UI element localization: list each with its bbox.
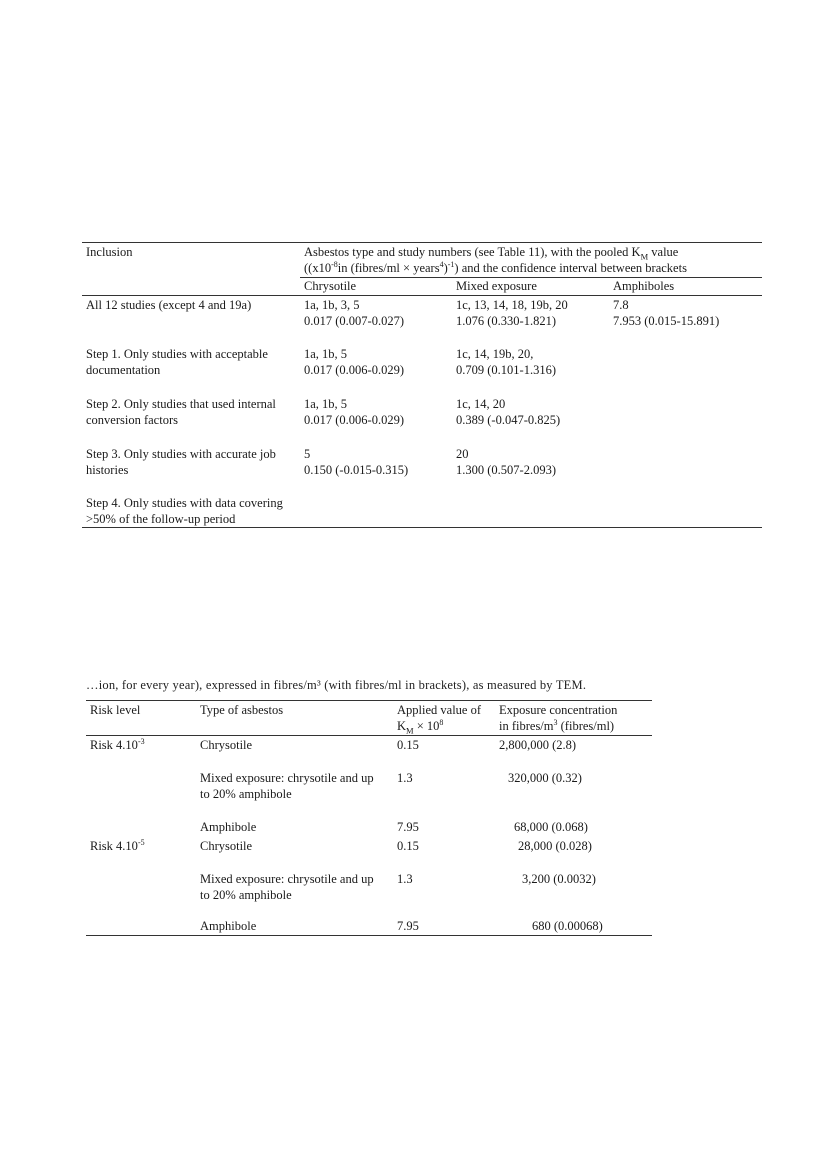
amphiboles-km: 7.953 (0.015-15.891) — [613, 314, 720, 328]
header-group-line1: Asbestos type and study numbers (see Table 11), with the pooled $K_M$ value — [304, 245, 679, 262]
exposure-cell: 3,200 (0.0032) — [522, 872, 596, 886]
asbestos-type-cell: Chrysotile — [200, 738, 253, 752]
km-value-cell: 7.95 — [397, 919, 419, 933]
mixed-studies: 1c, 13, 14, 18, 19b, 20 — [456, 298, 568, 312]
inclusion-cell: Step 1. Only studies with acceptable — [86, 347, 268, 361]
inclusion-cell: documentation — [86, 363, 161, 377]
header-applied-value-km: $K_M \times 10^8$ — [397, 717, 444, 736]
mixed-studies: 1c, 14, 20 — [456, 397, 506, 411]
chrysotile-km: 0.150 (-0.015-0.315) — [304, 463, 409, 477]
mixed-studies: 20 — [456, 447, 469, 461]
table1-bottom-rule — [82, 527, 762, 528]
inclusion-cell: All 12 studies (except 4 and 19a) — [86, 298, 252, 312]
table2-header-rule — [86, 735, 652, 736]
chrysotile-studies: 1a, 1b, 3, 5 — [304, 298, 360, 312]
mixed-km: 0.709 (0.101-1.316) — [456, 363, 556, 377]
asbestos-type-cell: Chrysotile — [200, 839, 253, 853]
header-mixed-exposure: Mixed exposure — [456, 279, 537, 293]
chrysotile-km: 0.017 (0.006-0.029) — [304, 413, 404, 427]
asbestos-type-cell: Amphibole — [200, 820, 257, 834]
mixed-km: 1.300 (0.507-2.093) — [456, 463, 556, 477]
km-value-cell: 1.3 — [397, 872, 413, 886]
km-value-cell: 0.15 — [397, 839, 419, 853]
table2-caption-clipped: …ion, for every year), expressed in fibres/m³ (with fibres/ml in brackets), as measured by TEM. — [86, 678, 587, 692]
mixed-km: 0.389 (-0.047-0.825) — [456, 413, 561, 427]
header-applied-value: Applied value of — [397, 703, 482, 717]
risk-level-cell: Risk $4.10^{-5}$ — [90, 837, 145, 853]
exposure-cell: 68,000 (0.068) — [514, 820, 588, 834]
exposure-cell: 28,000 (0.028) — [518, 839, 592, 853]
table2-bottom-rule — [86, 935, 652, 936]
asbestos-type-cell: to 20% amphibole — [200, 787, 292, 801]
exposure-cell: 680 (0.00068) — [532, 919, 603, 933]
header-chrysotile: Chrysotile — [304, 279, 357, 293]
table1-header-rule — [82, 295, 762, 296]
inclusion-cell: >50% of the follow-up period — [86, 512, 236, 526]
table2-top-rule — [86, 700, 652, 701]
exposure-cell: 2,800,000 (2.8) — [499, 738, 577, 752]
inclusion-cell: Step 2. Only studies that used internal — [86, 397, 276, 411]
inclusion-cell: conversion factors — [86, 413, 178, 427]
chrysotile-studies: 1a, 1b, 5 — [304, 397, 348, 411]
header-risk-level: Risk level — [90, 703, 141, 717]
table1-group-rule — [300, 277, 762, 278]
mixed-studies: 1c, 14, 19b, 20, — [456, 347, 534, 361]
km-value-cell: 0.15 — [397, 738, 419, 752]
header-amphiboles: Amphiboles — [613, 279, 675, 293]
inclusion-cell: histories — [86, 463, 129, 477]
asbestos-type-cell: Mixed exposure: chrysotile and up — [200, 771, 374, 785]
asbestos-type-cell: Mixed exposure: chrysotile and up — [200, 872, 374, 886]
header-exposure-concentration: Exposure concentration — [499, 703, 618, 717]
header-exposure-units: in fibres/$m^3$ (fibres/ml) — [499, 717, 615, 733]
amphiboles-studies: 7.8 — [613, 298, 629, 312]
header-group-line2: (($x10^{-8}in$ (fibres/ml × years$^4$)$^{-1}$) and the confidence interval between brackets — [304, 259, 687, 275]
table1-top-rule — [82, 242, 762, 243]
chrysotile-km: 0.017 (0.006-0.029) — [304, 363, 404, 377]
header-type-of-asbestos: Type of asbestos — [200, 703, 284, 717]
chrysotile-km: 0.017 (0.007-0.027) — [304, 314, 404, 328]
chrysotile-studies: 1a, 1b, 5 — [304, 347, 348, 361]
risk-level-cell: Risk $4.10^{-3}$ — [90, 736, 145, 752]
km-value-cell: 7.95 — [397, 820, 419, 834]
inclusion-cell: Step 4. Only studies with data covering — [86, 496, 283, 510]
header-inclusion: Inclusion — [86, 245, 133, 259]
exposure-cell: 320,000 (0.32) — [508, 771, 582, 785]
chrysotile-studies: 5 — [304, 447, 311, 461]
km-value-cell: 1.3 — [397, 771, 413, 785]
mixed-km: 1.076 (0.330-1.821) — [456, 314, 556, 328]
asbestos-type-cell: Amphibole — [200, 919, 257, 933]
asbestos-type-cell: to 20% amphibole — [200, 888, 292, 902]
inclusion-cell: Step 3. Only studies with accurate job — [86, 447, 276, 461]
